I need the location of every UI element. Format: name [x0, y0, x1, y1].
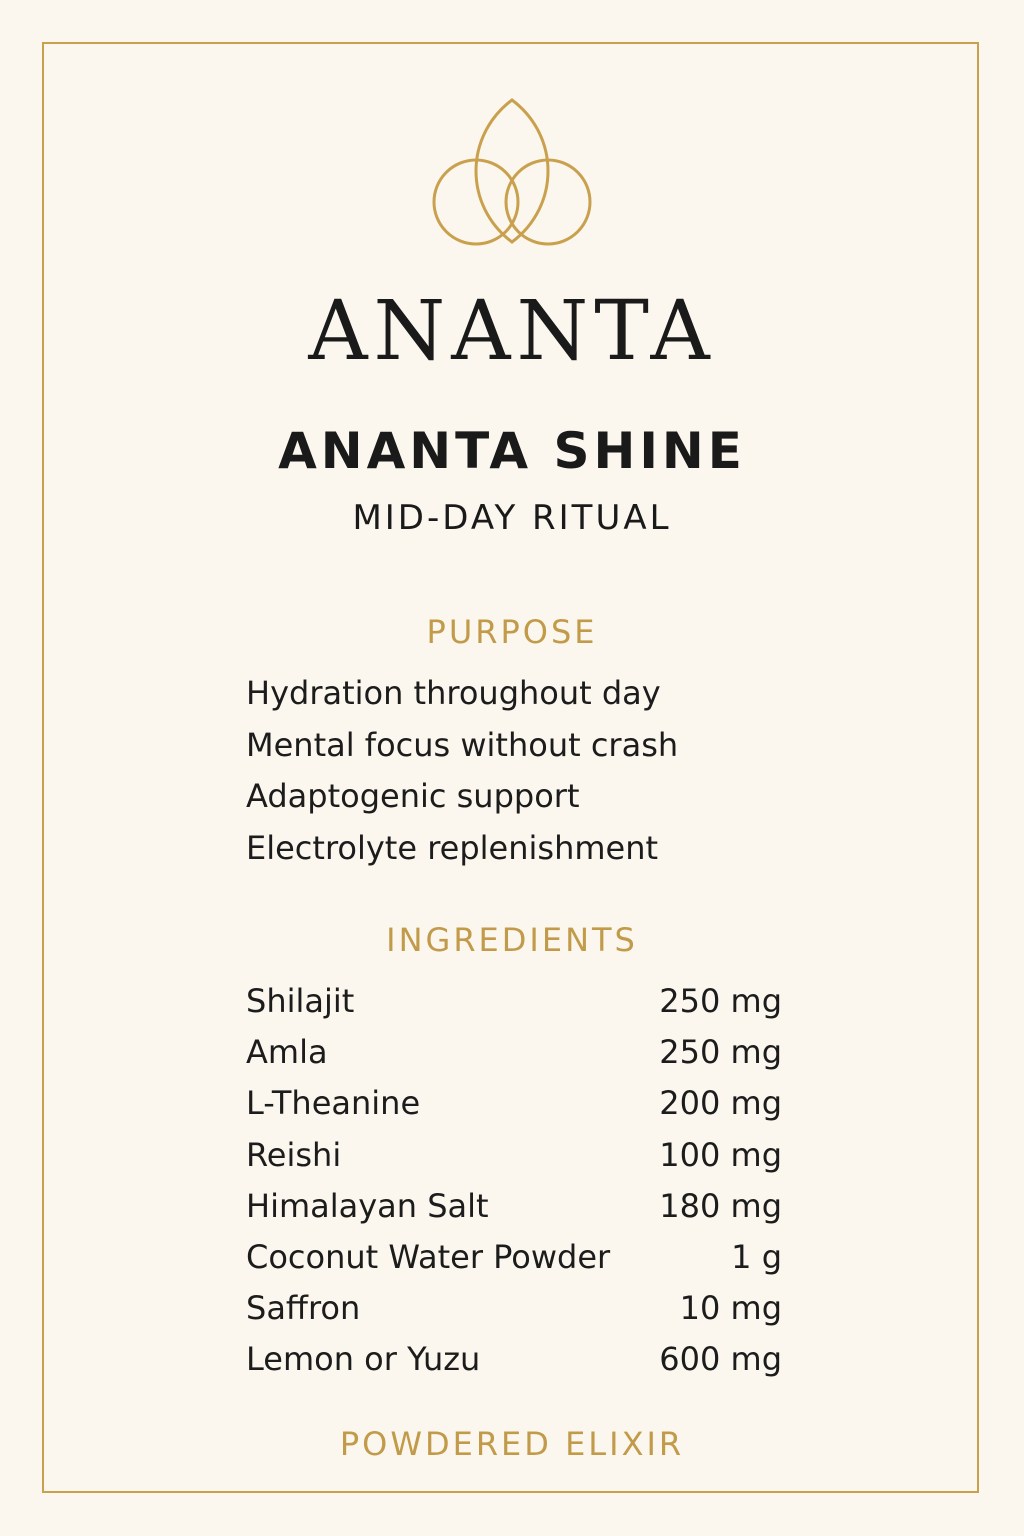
ingredient-row: [246, 1232, 782, 1283]
brand-name: ANANTA: [308, 284, 716, 379]
ingredient-amount: 250 mg: [659, 1033, 782, 1072]
product-subtitle: MID-DAY RITUAL: [352, 498, 672, 538]
triquetra-knot-icon: [424, 96, 600, 248]
product-name: ANANTA SHINE: [278, 422, 746, 480]
ingredient-amount: 1 g: [731, 1237, 782, 1276]
ingredient-amount: 200 mg: [659, 1084, 782, 1123]
purpose-heading: PURPOSE: [426, 613, 598, 651]
ingredient-row: [246, 1027, 782, 1078]
ingredient-name: L-Theanine: [246, 1084, 421, 1123]
ingredient-name: Saffron: [246, 1289, 361, 1328]
ingredient-name: Lemon or Yuzu: [246, 1340, 481, 1379]
ingredient-row: [246, 1130, 782, 1181]
ingredient-row: [246, 976, 782, 1027]
purpose-item: Adaptogenic support: [246, 777, 580, 815]
ingredients-list: [246, 976, 782, 1386]
ingredient-amount: 10 mg: [679, 1289, 782, 1328]
ingredient-amount: 250 mg: [659, 982, 782, 1020]
purpose-item: Mental focus without crash: [246, 725, 679, 764]
ingredients-heading: INGREDIENTS: [386, 921, 638, 959]
ingredient-amount: 180 mg: [659, 1186, 782, 1225]
ingredient-row: [246, 1334, 782, 1385]
ingredient-row: [246, 1181, 782, 1232]
ingredient-amount: 100 mg: [659, 1135, 782, 1174]
ingredient-name: Himalayan Salt: [246, 1186, 489, 1225]
ingredient-name: Shilajit: [246, 982, 355, 1020]
purpose-item: Hydration throughout day: [246, 674, 661, 712]
ingredient-name: Amla: [246, 1033, 328, 1072]
ingredient-name: Coconut Water Powder: [246, 1237, 611, 1276]
purpose-list: [246, 668, 806, 874]
ingredient-amount: 600 mg: [659, 1340, 782, 1379]
ingredient-name: Reishi: [246, 1135, 342, 1174]
ingredient-row: [246, 1283, 782, 1334]
footer-label: POWDERED ELIXIR: [339, 1425, 685, 1463]
purpose-item: Electrolyte replenishment: [246, 828, 659, 867]
ingredient-row: [246, 1078, 782, 1129]
